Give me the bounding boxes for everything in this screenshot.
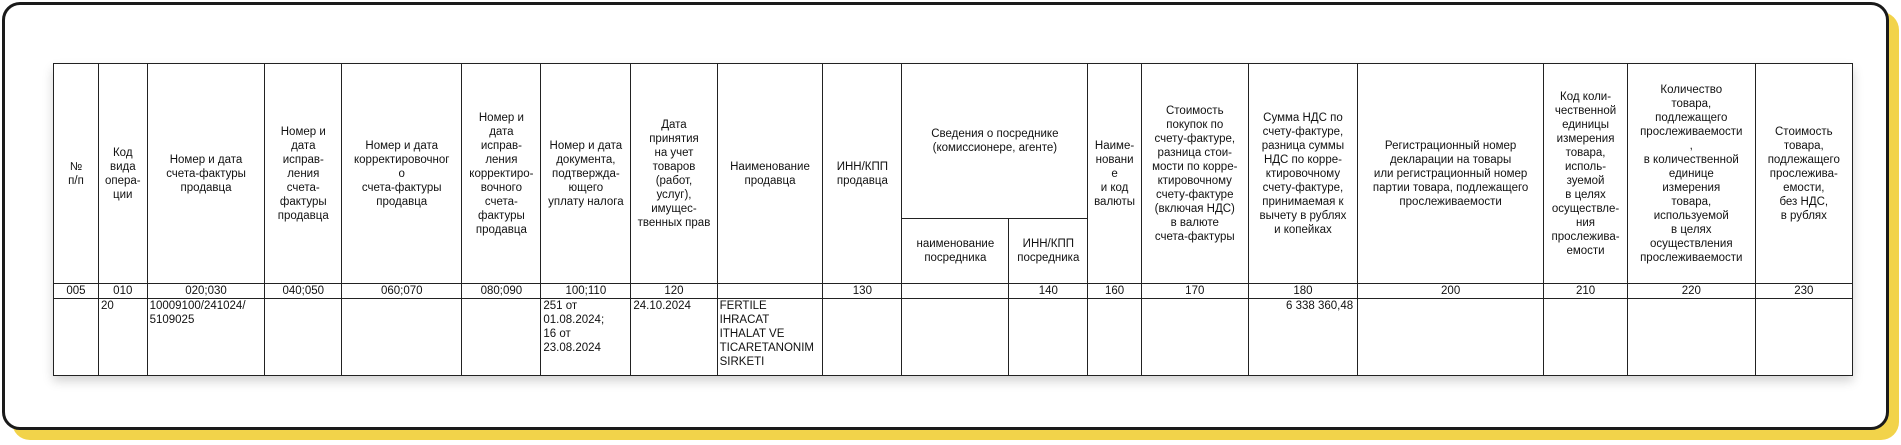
code-cell: 230 <box>1755 284 1852 299</box>
intermediary-name-cell <box>902 299 1009 376</box>
header-cell-adjustment-invoice: Номер и дата корректировочног о счета-фактуры продавца <box>342 64 462 284</box>
column-code-row <box>54 284 1853 299</box>
traceable-cost-cell <box>1755 299 1852 376</box>
header-cell-declaration-number: Регистрационный номер декларации на товары или регистрационный номер партии товара, подлежащего прослеживаемости <box>1358 64 1544 284</box>
header-cell-quantity: Количество товара, подлежащего прослеживаемости , в количественной единице измерения товара, используемой в целях осуществления прослеживаемости <box>1627 64 1755 284</box>
code-cell: 180 <box>1248 284 1357 299</box>
code-cell: 210 <box>1544 284 1628 299</box>
unit-code-cell <box>1544 299 1628 376</box>
vat-amount-cell: 6 338 360,48 <box>1248 299 1357 376</box>
header-cell-unit-code: Код коли- чественной единицы измерения товара, исполь- зуемой в целях осуществле- ния прослежива- емости <box>1544 64 1628 284</box>
code-cell: 010 <box>98 284 147 299</box>
header-cell-invoice-correction: Номер и дата испрaв- ления счета- фактуры продавца <box>265 64 342 284</box>
invoice-correction-cell <box>265 299 342 376</box>
payment-document-cell: 251 от 01.08.2024; 16 от 23.08.2024 <box>541 299 631 376</box>
quantity-cell <box>1627 299 1755 376</box>
header-cell-vat-amount: Сумма НДС по счету-фактуре, разница суммы НДС по корре- ктировочному счету-фактуре, принимаемая к вычету в рублях и копейках <box>1248 64 1357 284</box>
code-cell: 080;090 <box>462 284 541 299</box>
header-cell-operation-code: Код вида опера- ции <box>98 64 147 284</box>
header-cell-intermediary-inn: ИНН/КПП посредника <box>1009 219 1088 284</box>
acceptance-date-cell: 24.10.2024 <box>631 299 717 376</box>
header-cell-number: № п/п <box>54 64 99 284</box>
code-cell: 140 <box>1009 284 1088 299</box>
code-cell: 005 <box>54 284 99 299</box>
purchase-ledger-sheet <box>53 63 1853 375</box>
header-cell-payment-document: Номер и дата документа, подтвержда- ющего уплату налога <box>541 64 631 284</box>
header-cell-purchase-cost: Стоимость покупок по счету-фактуре, разница стои- мости по корре- ктировочному счету-фактуре (включая НДС) в валюте счета-фактуры <box>1141 64 1248 284</box>
header-cell-invoice: Номер и дата счета-фактуры продавца <box>147 64 265 284</box>
seller-inn-cell <box>823 299 902 376</box>
row-number-cell <box>54 299 99 376</box>
code-cell: 060;070 <box>342 284 462 299</box>
code-cell: 220 <box>1627 284 1755 299</box>
code-cell <box>717 284 823 299</box>
intermediary-inn-cell <box>1009 299 1088 376</box>
header-cell-intermediary: Сведения о посреднике (комиссионере, агенте) <box>902 64 1088 219</box>
header-cell-traceable-cost: Стоимость товара, подлежащего прослежива- емости, без НДС, в рублях <box>1755 64 1852 284</box>
purchase-cost-cell <box>1141 299 1248 376</box>
header-cell-intermediary-name: наименование посредника <box>902 219 1009 284</box>
header-cell-seller-inn: ИНН/КПП продавца <box>823 64 902 284</box>
adjustment-correction-cell <box>462 299 541 376</box>
header-cell-currency: Наиме- новани е и код валюты <box>1088 64 1141 284</box>
purchase-ledger-table <box>53 63 1853 376</box>
header-cell-seller-name: Наименование продавца <box>717 64 823 284</box>
header-row <box>54 64 1853 219</box>
code-cell: 130 <box>823 284 902 299</box>
adjustment-invoice-cell <box>342 299 462 376</box>
declaration-number-cell <box>1358 299 1544 376</box>
code-cell: 020;030 <box>147 284 265 299</box>
code-cell: 100;110 <box>541 284 631 299</box>
seller-name-cell: FERTILE IHRACAT ITHALAT VE TICARETANONIM SIRKETI <box>717 299 823 376</box>
code-cell: 160 <box>1088 284 1141 299</box>
invoice-cell: 10009100/241024/ 5109025 <box>147 299 265 376</box>
currency-cell <box>1088 299 1141 376</box>
code-cell: 120 <box>631 284 717 299</box>
header-cell-acceptance-date: Дата принятия на учет товаров (работ, услуг), имущес- твенных прав <box>631 64 717 284</box>
table-row <box>54 299 1853 376</box>
code-cell: 200 <box>1358 284 1544 299</box>
code-cell: 170 <box>1141 284 1248 299</box>
code-cell <box>902 284 1009 299</box>
operation-code-cell: 20 <box>98 299 147 376</box>
code-cell: 040;050 <box>265 284 342 299</box>
screenshot-frame <box>2 2 1889 430</box>
header-cell-adjustment-correction: Номер и дата испрaв- ления корректиро- вочного счета- фактуры продавца <box>462 64 541 284</box>
